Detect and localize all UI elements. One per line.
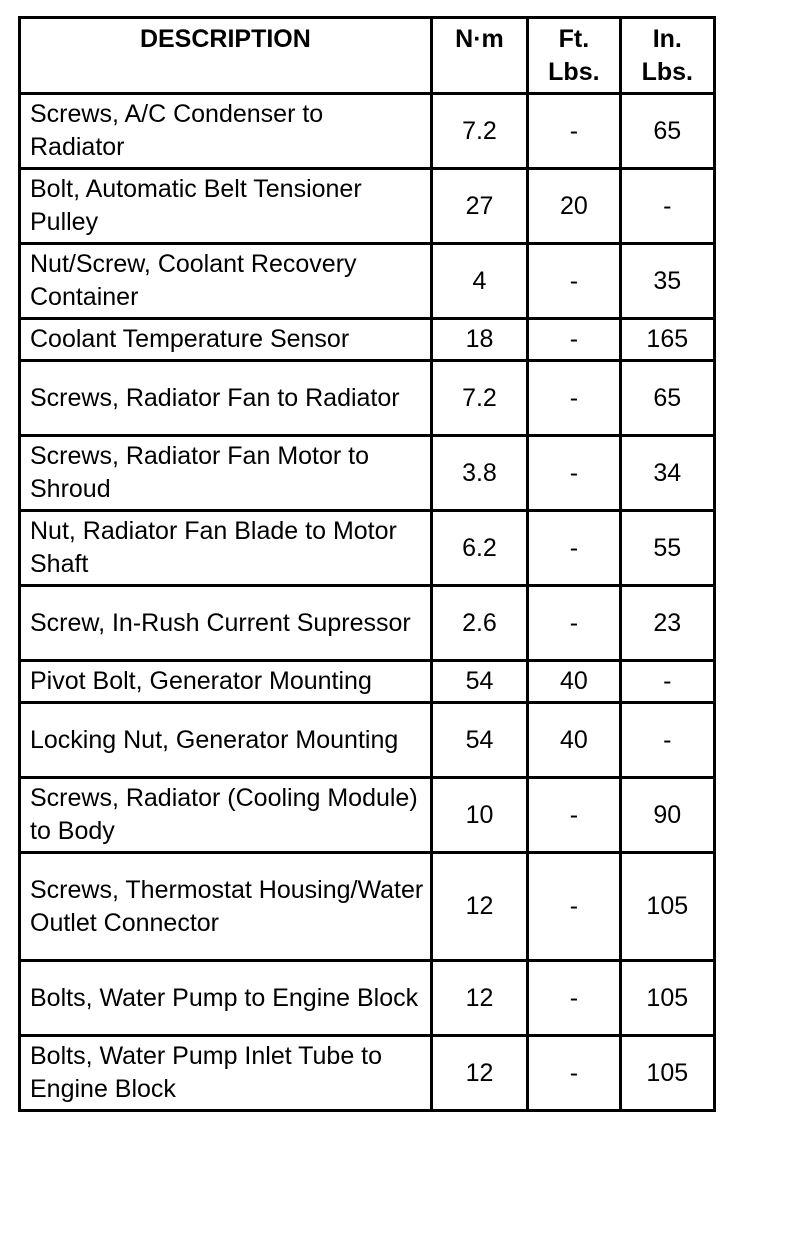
row-nm: 3.8: [431, 436, 527, 511]
row-ft-lbs: -: [528, 244, 620, 319]
table-row: [20, 778, 715, 853]
row-ft-lbs: -: [528, 94, 620, 169]
row-ft-lbs: -: [528, 586, 620, 661]
row-description: Pivot Bolt, Generator Mounting: [20, 661, 432, 703]
table-row: [20, 319, 715, 361]
table-row: [20, 703, 715, 778]
row-in-lbs: -: [620, 703, 714, 778]
row-ft-lbs: 20: [528, 169, 620, 244]
row-description: Screws, Radiator Fan to Radiator: [20, 361, 432, 436]
table-header-row: [20, 18, 715, 94]
table-row: [20, 94, 715, 169]
row-in-lbs: 105: [620, 1036, 714, 1111]
row-ft-lbs: -: [528, 1036, 620, 1111]
table-row: [20, 661, 715, 703]
row-nm: 27: [431, 169, 527, 244]
row-in-lbs: -: [620, 661, 714, 703]
header-ft-lbs: Ft. Lbs.: [528, 18, 620, 94]
row-nm: 7.2: [431, 361, 527, 436]
row-ft-lbs: -: [528, 778, 620, 853]
row-nm: 10: [431, 778, 527, 853]
row-nm: 7.2: [431, 94, 527, 169]
row-nm: 54: [431, 703, 527, 778]
row-ft-lbs: 40: [528, 661, 620, 703]
row-ft-lbs: -: [528, 319, 620, 361]
row-description: Screw, In-Rush Current Supressor: [20, 586, 432, 661]
row-in-lbs: 35: [620, 244, 714, 319]
row-in-lbs: -: [620, 169, 714, 244]
row-in-lbs: 165: [620, 319, 714, 361]
row-description: Coolant Temperature Sensor: [20, 319, 432, 361]
row-nm: 6.2: [431, 511, 527, 586]
row-description: Screws, A/C Condenser to Radiator: [20, 94, 432, 169]
row-nm: 12: [431, 853, 527, 961]
row-in-lbs: 90: [620, 778, 714, 853]
row-nm: 2.6: [431, 586, 527, 661]
row-description: Nut/Screw, Coolant Recovery Container: [20, 244, 432, 319]
row-nm: 4: [431, 244, 527, 319]
row-ft-lbs: -: [528, 511, 620, 586]
row-nm: 12: [431, 961, 527, 1036]
row-in-lbs: 105: [620, 853, 714, 961]
table-row: [20, 1036, 715, 1111]
header-nm: N·m: [431, 18, 527, 94]
row-in-lbs: 34: [620, 436, 714, 511]
row-in-lbs: 65: [620, 94, 714, 169]
table-row: [20, 361, 715, 436]
row-ft-lbs: 40: [528, 703, 620, 778]
row-description: Screws, Radiator (Cooling Module) to Body: [20, 778, 432, 853]
row-description: Nut, Radiator Fan Blade to Motor Shaft: [20, 511, 432, 586]
row-in-lbs: 65: [620, 361, 714, 436]
table-row: [20, 586, 715, 661]
header-description: DESCRIPTION: [20, 18, 432, 94]
row-in-lbs: 55: [620, 511, 714, 586]
row-in-lbs: 23: [620, 586, 714, 661]
row-description: Locking Nut, Generator Mounting: [20, 703, 432, 778]
row-in-lbs: 105: [620, 961, 714, 1036]
table-row: [20, 961, 715, 1036]
row-description: Bolt, Automatic Belt Tensioner Pulley: [20, 169, 432, 244]
row-ft-lbs: -: [528, 436, 620, 511]
table-row: [20, 436, 715, 511]
table-row: [20, 244, 715, 319]
row-description: Bolts, Water Pump Inlet Tube to Engine Block: [20, 1036, 432, 1111]
row-ft-lbs: -: [528, 853, 620, 961]
row-nm: 54: [431, 661, 527, 703]
row-ft-lbs: -: [528, 361, 620, 436]
header-in-lbs: In. Lbs.: [620, 18, 714, 94]
table-row: [20, 169, 715, 244]
table-row: [20, 511, 715, 586]
row-description: Screws, Thermostat Housing/Water Outlet Connector: [20, 853, 432, 961]
row-ft-lbs: -: [528, 961, 620, 1036]
row-nm: 18: [431, 319, 527, 361]
table-row: [20, 853, 715, 961]
row-nm: 12: [431, 1036, 527, 1111]
torque-spec-table: [18, 16, 716, 1112]
row-description: Screws, Radiator Fan Motor to Shroud: [20, 436, 432, 511]
row-description: Bolts, Water Pump to Engine Block: [20, 961, 432, 1036]
